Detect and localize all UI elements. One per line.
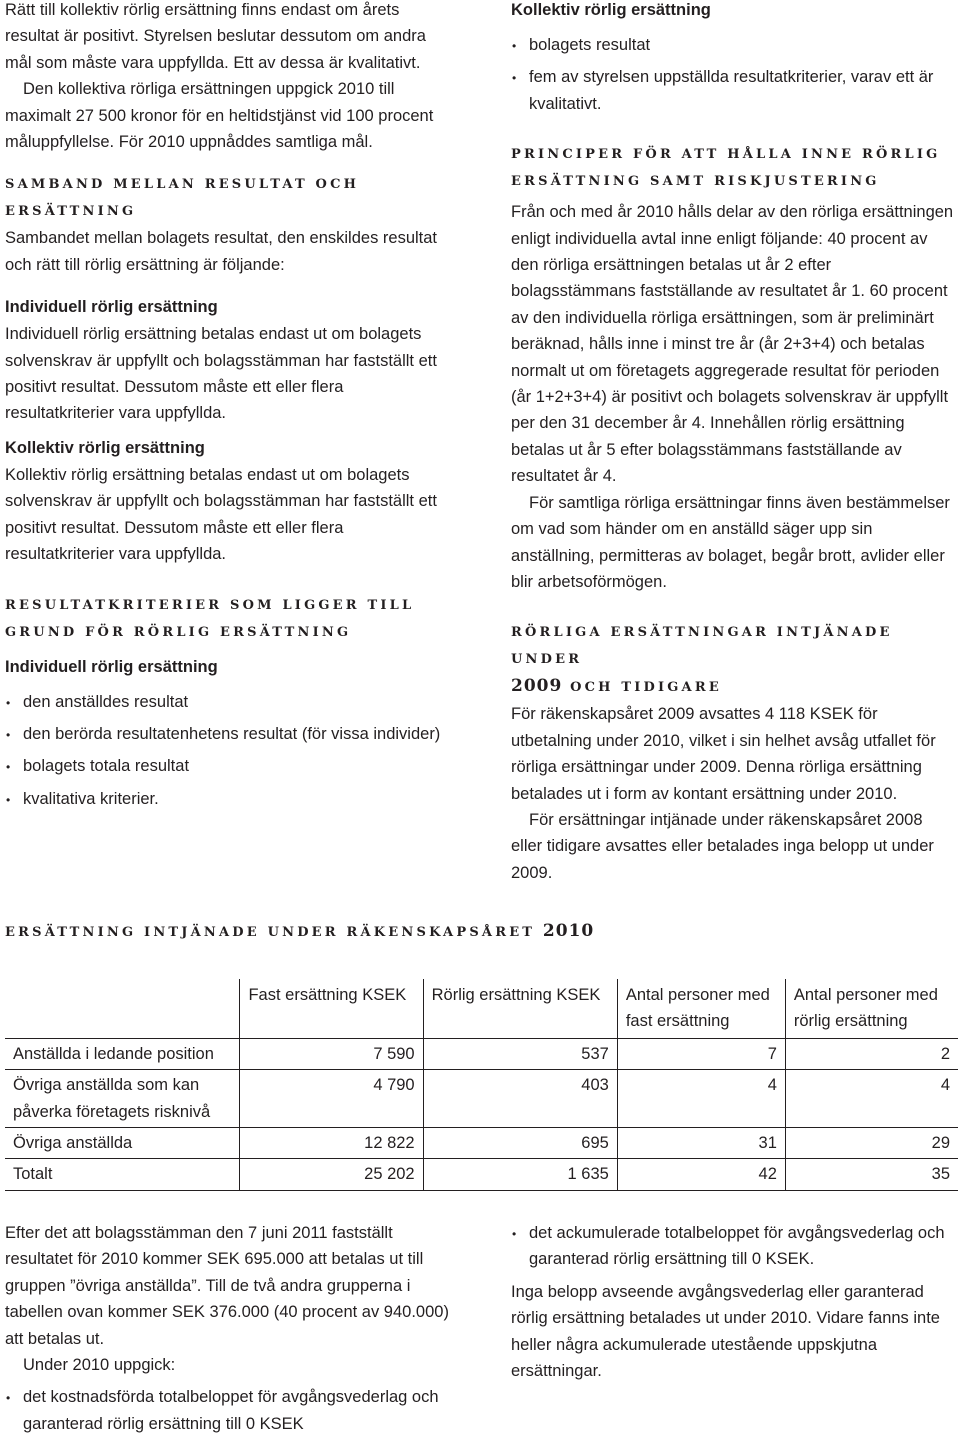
row-label: Övriga anställda <box>5 1128 240 1159</box>
cell-rorlig: 537 <box>423 1038 617 1069</box>
criteria-collective-heading: Kollektiv rörlig ersättning <box>511 1 711 19</box>
cell-antal-fast: 42 <box>617 1159 785 1190</box>
table-row <box>5 1128 958 1159</box>
list-item: • kvalitativa kriterier. <box>5 786 450 812</box>
criteria-individual-list <box>5 689 450 813</box>
rorliga-paragraph-1: För räkenskapsåret 2009 avsattes 4 118 KSEK för utbetalning under 2010, vilket i sin helhet avsåg utfallet för rörliga ersättningar under 2009. Denna rörliga ersättning betalades ut i form av kontant ersättning under 2010. <box>511 705 936 803</box>
table-title <box>5 918 594 946</box>
collective-heading: Kollektiv rörlig ersättning <box>5 438 205 457</box>
table-header-row <box>5 979 958 1038</box>
table-header-antal-fast: Antal personer med fast ersättning <box>617 979 785 1038</box>
table-row <box>5 1159 958 1190</box>
left-column <box>5 0 450 812</box>
cell-rorlig: 403 <box>423 1070 617 1128</box>
row-label: Övriga anställda som kan påverka företagets risknivå <box>5 1070 240 1128</box>
table-header-fast: Fast ersättning KSEK <box>240 979 423 1038</box>
section-heading-resultatkriterier: RESULTATKRITERIER SOM LIGGER TILL GRUND FÖR RÖRLIG ERSÄTTNING <box>5 597 415 640</box>
intro-paragraph: Rätt till kollektiv rörlig ersättning finns endast om årets resultat är positivt. Styrelsen beslutar dessutom om andra mål som måste vara uppfyllda. Ett av dessa är kvalitativt. <box>5 1 426 72</box>
principer-paragraph-1: Från och med år 2010 hålls delar av den rörliga ersättningen enligt individuella avtal inne enligt följande: 40 procent av den rörliga ersättningen betalas ut år 2 efter bolagsstämmans fastställande av resultatet år 1. 60 procent av den individuella rörliga ersättningen, som är preliminärt beräknad, hålls inne i minst tre år (år 2+3+4) och betalas normalt ut om företagets aggregerade resultat för perioden (år 1+2+3+4) är positivt och bolagets solvenskrav är uppfyllt per den 31 december år 4. Innehållen rörlig ersättning betalas ut år 5 efter bolagsstämmans fastställande av resultatet år 4. <box>511 203 954 486</box>
cell-rorlig: 695 <box>423 1128 617 1159</box>
cell-fast: 7 590 <box>240 1038 423 1069</box>
table-header-rorlig: Rörlig ersättning KSEK <box>423 979 617 1038</box>
bottom-left-list <box>5 1384 450 1437</box>
samband-paragraph: Sambandet mellan bolagets resultat, den enskildes resultat och rätt till rörlig ersättning är följande: <box>5 229 438 274</box>
table-header-blank <box>5 979 240 1038</box>
criteria-individual-heading: Individuell rörlig ersättning <box>5 657 218 676</box>
table-row <box>5 1038 958 1069</box>
cell-fast: 25 202 <box>240 1159 423 1190</box>
cell-antal-fast: 4 <box>617 1070 785 1128</box>
section-heading-rorliga-text-b: OCH TIDIGARE <box>570 680 722 696</box>
intro-paragraph-2: Den kollektiva rörliga ersättningen uppgick 2010 till maximalt 27 500 kronor för en heltidstjänst vid 100 procent måluppfyllelse. För 2010 uppnåddes samtliga mål. <box>5 80 434 152</box>
list-item: • den anställdes resultat <box>5 689 450 715</box>
cell-rorlig: 1 635 <box>423 1159 617 1190</box>
cell-fast: 4 790 <box>240 1070 423 1128</box>
table-row <box>5 1070 958 1128</box>
bottom-left-column <box>5 1220 450 1437</box>
individual-paragraph: Individuell rörlig ersättning betalas endast ut om bolagets solvenskrav är uppfyllt och bolagsstämman har fastställt ett positivt resultat. Dessutom måste ett eller flera resultatkriterier vara uppfyllda. <box>5 325 437 423</box>
section-heading-rorliga-2009 <box>511 619 956 701</box>
table-title-year: 2010 <box>542 921 595 941</box>
rorliga-paragraph-2: För ersättningar intjänade under räkenskapsåret 2008 eller tidigare avsattes eller betalades inga belopp ut under 2009. <box>511 810 934 882</box>
list-item: • det kostnadsförda totalbeloppet för avgångsvederlag och garanterad rörlig ersättning till 0 KSEK <box>5 1384 450 1437</box>
list-item: • bolagets resultat <box>511 32 956 58</box>
row-label: Totalt <box>5 1159 240 1190</box>
bottom-paragraph-1: Efter det att bolagsstämman den 7 juni 2011 fastställt resultatet för 2010 kommer SEK 695.000 att betalas ut till gruppen ”övriga anställda”. Till de två andra grupperna i tabellen ovan kommer SEK 376.000 (40 procent av 940.000) att betalas ut. <box>5 1224 449 1348</box>
bottom-right-paragraph: Inga belopp avseende avgångsvederlag eller garanterad rörlig ersättning betalades ut under 2010. Vidare fanns inte heller några ackumulerade utestående uppskjutna ersättningar. <box>511 1282 940 1381</box>
bottom-paragraph-2: Under 2010 uppgick: <box>23 1356 176 1375</box>
section-heading-principer: PRINCIPER FÖR ATT HÅLLA INNE RÖRLIG ERSÄTTNING SAMT RISKJUSTERING <box>511 147 941 190</box>
section-heading-rorliga-year: 2009 <box>511 676 563 697</box>
list-item: • det ackumulerade totalbeloppet för avgångsvederlag och garanterad rörlig ersättning till 0 KSEK. <box>511 1220 956 1273</box>
cell-antal-rorlig: 35 <box>931 1165 950 1184</box>
list-item: • fem av styrelsen uppställda resultatkriterier, varav ett är kvalitativt. <box>511 64 956 117</box>
row-label: Anställda i ledande position <box>5 1038 240 1069</box>
principer-paragraph-2: För samtliga rörliga ersättningar finns även bestämmelser om vad som händer om en anställd säger upp sin anställning, permitteras av bolaget, begår brott, avlider eller blir arbetsoförmögen. <box>511 493 950 591</box>
cell-antal-fast: 31 <box>617 1128 785 1159</box>
criteria-collective-list <box>511 32 956 117</box>
cell-antal-rorlig: 29 <box>931 1134 950 1153</box>
cell-fast: 12 822 <box>240 1128 423 1159</box>
table-title-text: ERSÄTTNING INTJÄNADE UNDER RÄKENSKAPSÅRET <box>5 925 536 940</box>
bottom-right-column <box>511 1220 956 1384</box>
list-item: • den berörda resultatenhetens resultat (för vissa individer) <box>5 721 450 747</box>
cell-antal-rorlig: 2 <box>940 1044 950 1063</box>
right-column <box>511 0 956 886</box>
section-heading-rorliga-text: RÖRLIGA ERSÄTTNINGAR INTJÄNADE UNDER <box>511 625 893 668</box>
individual-heading: Individuell rörlig ersättning <box>5 298 218 317</box>
cell-antal-fast: 7 <box>617 1038 785 1069</box>
cell-antal-rorlig: 4 <box>940 1076 950 1095</box>
collective-paragraph: Kollektiv rörlig ersättning betalas endast ut om bolagets solvenskrav är uppfyllt och bolagsstämman har fastställt ett positivt resultat. Dessutom måste ett eller flera resultatkriterier vara uppfyllda. <box>5 465 437 564</box>
section-heading-samband: SAMBAND MELLAN RESULTAT OCH ERSÄTTNING <box>5 177 360 220</box>
compensation-table <box>5 979 958 1191</box>
bottom-right-list <box>511 1220 956 1273</box>
list-item: • bolagets totala resultat <box>5 753 450 779</box>
table-header-antal-rorlig: Antal personer med rörlig ersättning <box>793 986 938 1031</box>
